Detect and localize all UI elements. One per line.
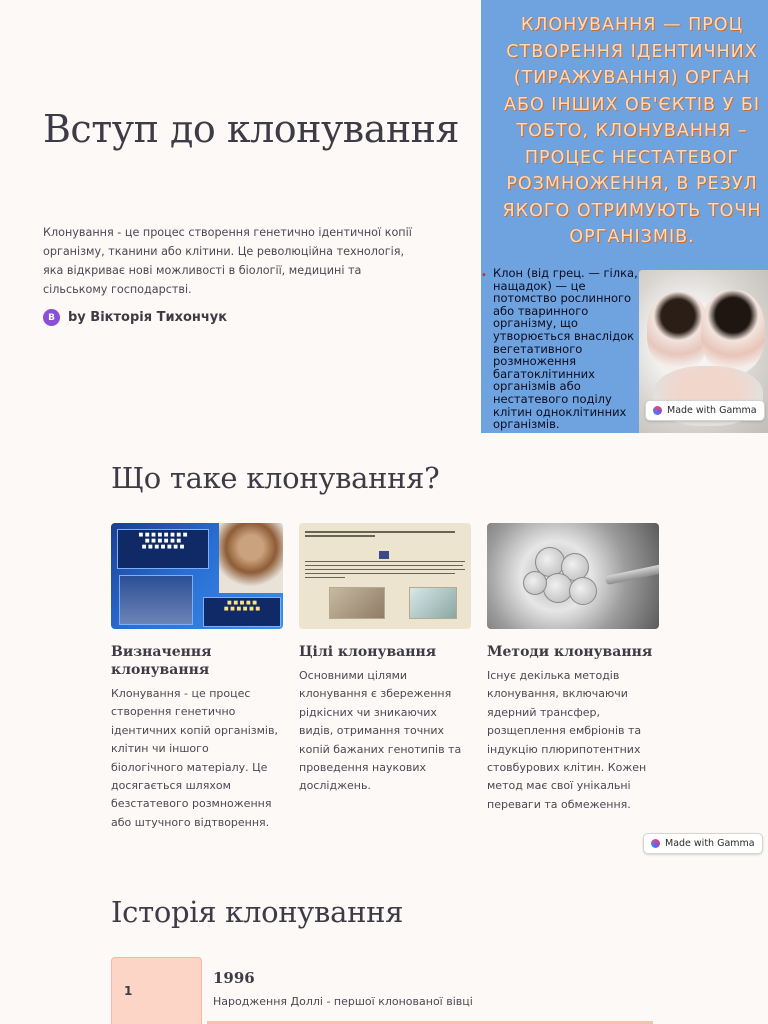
hero-image-title-line: ОРГАНІЗМІВ. (569, 227, 695, 247)
card-text: Клонування - це процес створення генетично ідентичних копій організмів, клітин чи іншого біологічного матеріалу. Це досягається шляхом безстатевого розмноження або штучного відтворення. (111, 687, 278, 829)
hero-image-title-line: ПРОЦЕС НЕСТАТЕВОГ (524, 147, 740, 168)
card-image-methods (487, 523, 659, 629)
section-title-history: Історія клонування (111, 895, 404, 929)
hero-image (481, 0, 768, 433)
page-title: Вступ до клонування (43, 107, 459, 151)
timeline-step-number: 1 (124, 984, 133, 998)
hero-section (0, 0, 768, 433)
bullet-icon: • (481, 270, 487, 281)
card-methods (487, 523, 659, 814)
card-image-goals (299, 523, 471, 629)
gamma-logo-icon (653, 406, 662, 415)
author-byline[interactable] (43, 309, 227, 326)
made-with-gamma-badge[interactable] (645, 400, 765, 421)
card-text: Основними цілями клонування є збереження рідкісних чи зникаючих видів, отримання точних копій бажаних генотипів та проведення наукових досліджень. (299, 669, 462, 793)
hero-image-title-line: РОЗМНОЖЕННЯ, В РЕЗУЛ (506, 174, 758, 194)
section-title-what-is-cloning: Що таке клонування? (111, 461, 440, 495)
hero-image-title-line: ЯКОГО ОТРИМУЮТЬ ТОЧН (502, 200, 762, 221)
card-title: Цілі клонування (299, 644, 437, 660)
timeline-year: 1996 (213, 969, 255, 987)
timeline-description: Народження Доллі - першої клонованої вівці (213, 995, 473, 1008)
card-title: Методи клонування (487, 644, 653, 660)
made-with-gamma-badge[interactable] (643, 833, 763, 854)
timeline-step-marker (111, 957, 202, 1024)
author-name: by Вікторія Тихончук (68, 310, 228, 325)
hero-description: Клонування - це процес створення генетично ідентичної копії організму, тканини або клітини. Це революційна технологія, яка відкриває нові можливості в біології, медицині та сільському господарстві. (43, 226, 412, 296)
card-image-definition: ■ ■ ■ ■ ■ ■ ■ ■ ■ ■ ■ ■ ■ ■ ■ ■ ■ ■ ■ ■ ■ ■ ■ ■ ■ ■ ■ ■ ■ ■ ■ ■ (111, 523, 283, 629)
hero-image-title-line: АБО ІНШИХ ОБ'ЄКТІВ У БІ (503, 94, 761, 115)
gamma-logo-icon (651, 839, 660, 848)
hero-image-title-line: СТВОРЕННЯ ІДЕНТИЧНИХ (506, 41, 758, 62)
card-definition (111, 523, 283, 832)
badge-label: Made with Gamma (665, 838, 755, 849)
badge-label: Made with Gamma (667, 405, 757, 416)
avatar: В (43, 309, 60, 326)
hero-image-title-line: ТОБТО, КЛОНУВАННЯ – (516, 121, 748, 141)
card-goals (299, 523, 471, 796)
card-text: Існує декілька методів клонування, включаючи ядерний трансфер, розщеплення ембріонів та індукцію плюрипотентних стовбурових клітин. Кожен метод має свої унікальні переваги та обмеження. (487, 669, 647, 811)
hero-image-title (481, 12, 768, 251)
hero-image-body: Клон (від грец. — гілка, нащадок) — це потомство рослинного або тваринного організму, що утворюється внаслідок вегетативного розмноження багатоклітинних організмів або нестатевого поділу клітин одноклітинних організмів. (493, 266, 638, 432)
hero-image-title-line: (ТИРАЖУВАННЯ) ОРГАН (513, 68, 751, 88)
card-title: Визначення клонування (111, 644, 212, 678)
hero-image-title-line: КЛОНУВАННЯ — ПРОЦ (520, 15, 744, 35)
